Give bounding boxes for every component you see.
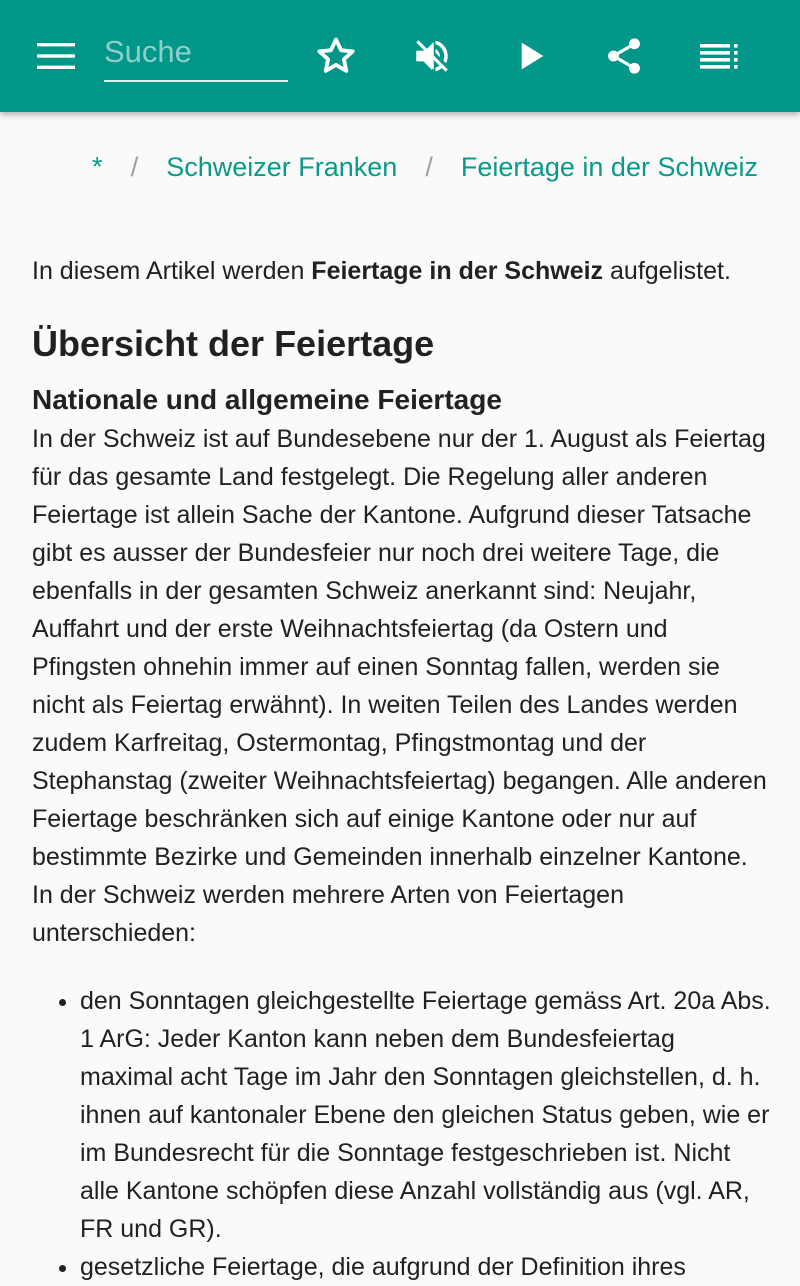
breadcrumb-root-link[interactable]: * <box>91 151 103 182</box>
intro-text-after: aufgelistet. <box>603 257 731 285</box>
holiday-type-list <box>32 982 772 1286</box>
search-input[interactable] <box>104 24 288 82</box>
breadcrumb-current-page-link[interactable]: Feiertage in der Schweiz <box>460 151 758 182</box>
volume-off-icon[interactable] <box>408 32 456 80</box>
list-item: • gesetzliche Feiertage, die aufgrund der Definition ihres <box>80 1248 772 1286</box>
share-icon[interactable] <box>600 32 648 80</box>
breadcrumb-separator: / <box>425 151 433 182</box>
app-toolbar <box>0 0 800 112</box>
list-item: • den Sonntagen gleichgestellte Feiertage gemäss Art. 20a Abs. 1 ArG: Jeder Kanton kann neben dem Bundesfeiertag maximal acht Tage im Jahr den Sonntagen gleichstellen, d. h. ihnen auf kantonaler Ebene den gleichen Status geben, wie er im Bundesrecht für die Sonntage festgeschrieben ist. Nicht alle Kantone schöpfen diese Anzahl vollständig aus (vgl. AR, FR und GR). <box>80 982 772 1248</box>
star-icon[interactable] <box>312 32 360 80</box>
menu-icon[interactable] <box>32 32 80 80</box>
breadcrumb-schweizer-franken-link[interactable]: Schweizer Franken <box>166 151 398 182</box>
play-icon[interactable] <box>506 32 554 80</box>
toc-list-icon[interactable] <box>696 32 744 80</box>
article-content <box>32 252 772 1286</box>
intro-text-before: In diesem Artikel werden <box>32 257 312 285</box>
article-paragraph: In der Schweiz ist auf Bundesebene nur der 1. August als Feiertag für das gesamte Land festgelegt. Die Regelung aller anderen Feiertage ist allein Sache der Kantone. Aufgrund dieser Tatsache gibt es ausser der Bundesfeier nur noch drei weitere Tage, die ebenfalls in der gesamten Schweiz anerkannt sind: Neujahr, Auffahrt und der erste Weihnachtsfeiertag (da Ostern und Pfingsten ohnehin immer auf einen Sonntag fallen, werden sie nicht als Feiertag erwähnt). In weiten Teilen des Landes werden zudem Karfreitag, Ostermontag, Pfingstmontag und der Stephanstag (zweiter Weihnachtsfeiertag) begangen. Alle anderen Feiertage beschränken sich auf einige Kantone oder nur auf bestimmte Bezirke und Gemeinden innerhalb einzelner Kantone. In der Schweiz werden mehrere Arten von Feiertagen unterschieden: <box>32 425 767 947</box>
intro-bold-topic: Feiertage in der Schweiz <box>311 257 604 285</box>
section-heading: Übersicht der Feiertage <box>32 323 435 364</box>
breadcrumb-separator: / <box>130 151 139 182</box>
subsection-heading: Nationale und allgemeine Feiertage <box>32 384 502 415</box>
article-intro <box>32 252 772 290</box>
breadcrumb <box>92 140 758 194</box>
